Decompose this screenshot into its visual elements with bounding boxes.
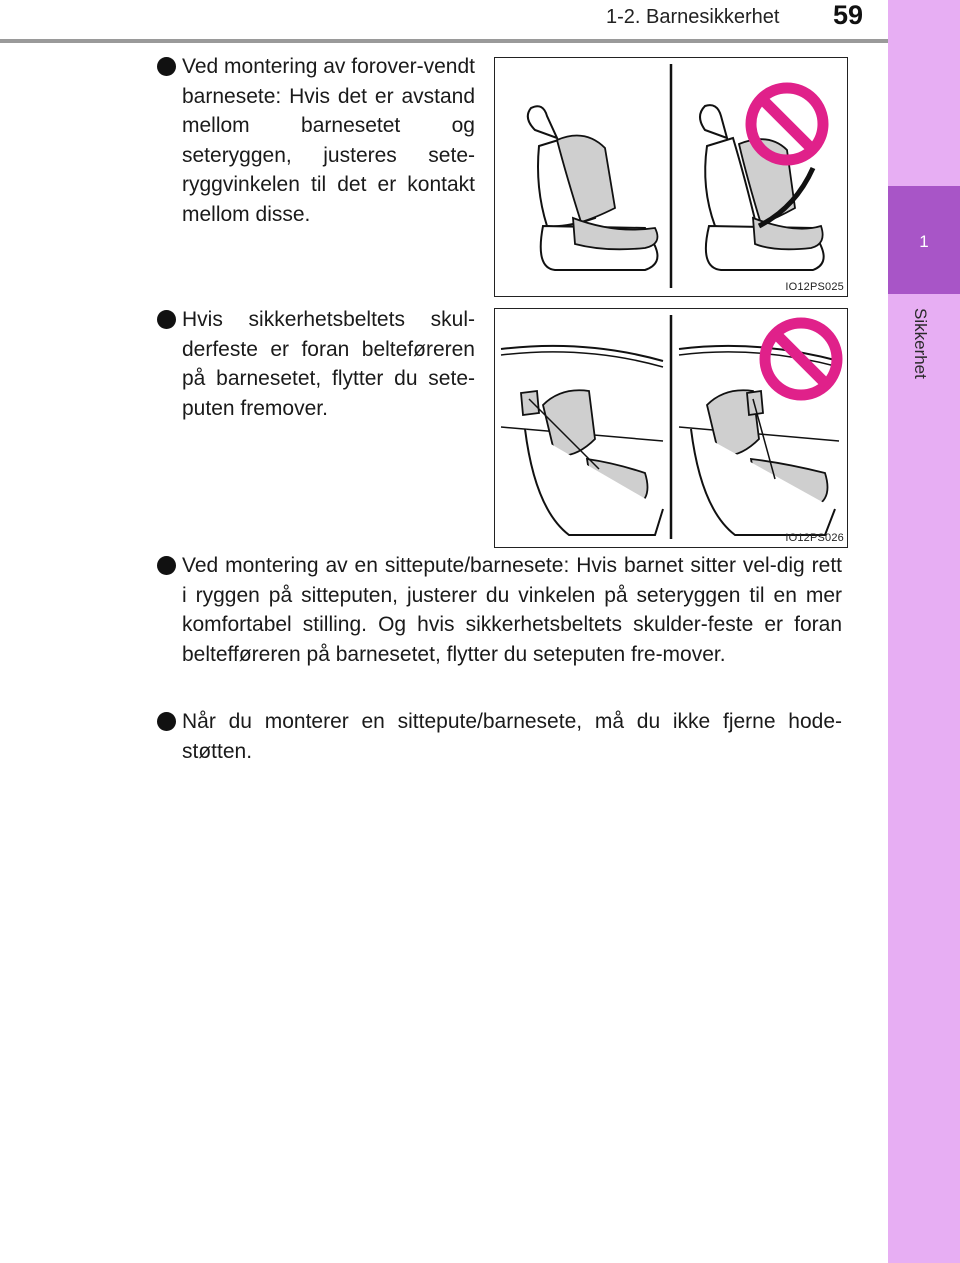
bullet-icon: [157, 556, 176, 575]
chapter-label: Sikkerhet: [911, 308, 930, 379]
bullet-icon: [157, 57, 176, 76]
bullet-icon: [157, 310, 176, 329]
section-title: 1-2. Barnesikkerhet: [606, 6, 780, 28]
figure-code: IO12PS026: [785, 532, 844, 544]
figure-seat-cushion: [494, 308, 848, 548]
bullet-text: Ved montering av forover-vendt barnesete: Hvis det er avstand mellom barnesetet og seteryggen, justeres sete-ryggvinkelen til det er kontakt mellom disse.: [182, 55, 475, 226]
bullet-text: Når du monterer en sittepute/barnesete, må du ikke fjerne hode-støtten.: [182, 710, 842, 763]
bullet-item: [157, 52, 477, 232]
seat-cushion-illustration: [495, 309, 847, 547]
page-number: 59: [832, 0, 864, 30]
seat-recline-illustration: [495, 58, 847, 296]
bullet-icon: [157, 712, 176, 731]
no-entry-icon: [765, 323, 837, 395]
bullet-item: [157, 707, 842, 772]
bullet-text: Ved montering av en sittepute/barnesete: Hvis barnet sitter vel-dig rett i ryggen på sitteputen, justerer du vinkelen på seteryggen til en mer komfortabel stilling. Og hvis sikkerhetsbeltets skulder-feste er foran beltefføreren på barnesetet, flytter du seteputen fre-mover.: [182, 554, 842, 666]
chapter-number: 1: [919, 232, 929, 251]
bullet-text: Hvis sikkerhetsbeltets skul-derfeste er foran belteføreren på barnesetet, flytter du sete-puten fremover.: [182, 308, 475, 420]
bullet-item: [157, 305, 477, 425]
figure-seat-recline: [494, 57, 848, 297]
bullet-item: [157, 551, 842, 701]
header-rule: [0, 39, 888, 43]
figure-code: IO12PS025: [785, 281, 844, 293]
